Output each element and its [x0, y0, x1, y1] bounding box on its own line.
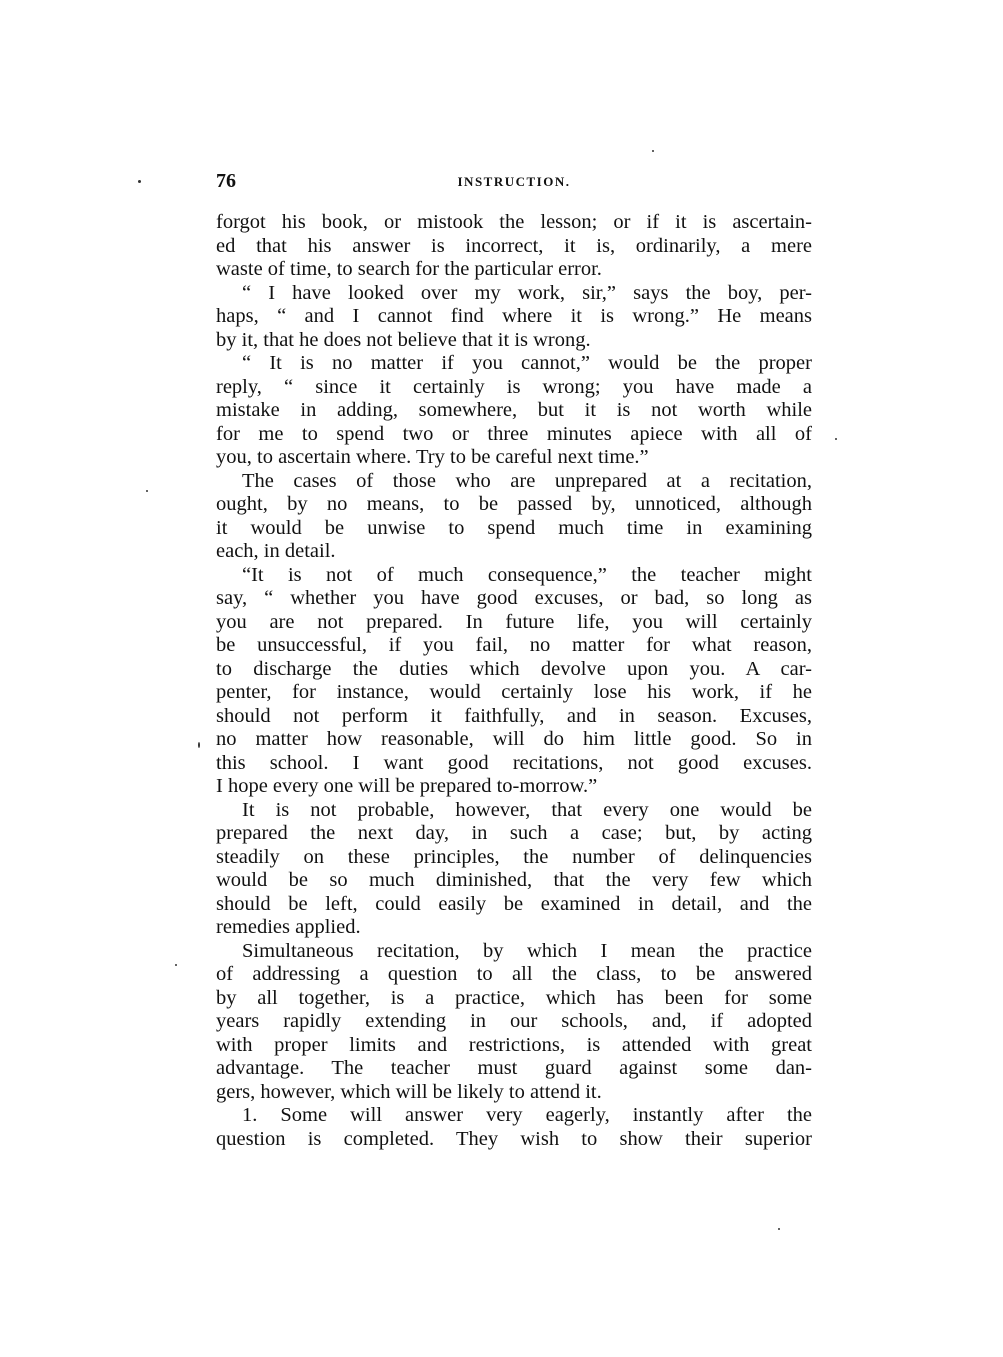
text-line: it would be unwise to spend much time in examining [216, 516, 812, 539]
text-line: for me to spend two or three minutes apiece with all of [216, 422, 812, 445]
text-line: ed that his answer is incorrect, it is, ordinarily, a mere [216, 234, 812, 257]
text-line: “ I have looked over my work, sir,” says the boy, per- [242, 281, 812, 304]
text-line: this school. I want good recitations, not good excuses. [216, 751, 812, 774]
scan-speck [175, 964, 177, 966]
text-line: prepared the next day, in such a case; but, by acting [216, 822, 812, 844]
text-line: I hope every one will be prepared to-morrow.” [216, 775, 598, 797]
text-line: would be so much diminished, that the very few which [216, 869, 812, 891]
scan-speck [835, 438, 837, 440]
scan-speck [198, 742, 200, 748]
running-head: INSTRUCTION. [457, 174, 571, 189]
scan-speck [778, 1228, 780, 1230]
text-line: by all together, is a practice, which has been for some [216, 986, 812, 1009]
text-line: be unsuccessful, if you fail, no matter for what reason, [216, 634, 812, 656]
text-line: should be left, could easily be examined in detail, and the [216, 892, 812, 915]
page-number: 76 [216, 170, 236, 192]
text-line: no matter how reasonable, will do him little good. So in [216, 728, 812, 750]
text-line: you are not prepared. In future life, you will certainly [216, 610, 812, 633]
text-line: “ It is no matter if you cannot,” would be the proper [242, 352, 812, 374]
text-line: by it, that he does not believe that it is wrong. [216, 328, 591, 351]
text-line: you, to ascertain where. Try to be careful next time.” [216, 446, 649, 468]
text-line: remedies applied. [216, 916, 361, 938]
text-line: “It is not of much consequence,” the teacher might [242, 563, 812, 586]
body-text [216, 211, 812, 1151]
scan-speck [138, 180, 141, 183]
text-line: It is not probable, however, that every one would be [242, 798, 812, 821]
text-line: Simultaneous recitation, by which I mean the practice [242, 939, 812, 962]
text-line: penter, for instance, would certainly lose his work, if he [216, 681, 812, 703]
text-line: of addressing a question to all the class, to be answered [216, 963, 812, 985]
text-line: to discharge the duties which devolve upon you. A car- [216, 657, 812, 680]
text-line: The cases of those who are unprepared at a recitation, [242, 469, 812, 492]
text-line: ought, by no means, to be passed by, unnoticed, although [216, 493, 812, 515]
text-line: with proper limits and restrictions, is attended with great [216, 1033, 812, 1056]
text-line: should not perform it faithfully, and in season. Excuses, [216, 704, 812, 727]
text-line: each, in detail. [216, 540, 336, 562]
scan-speck [652, 150, 654, 152]
text-line: question is completed. They wish to show their superior [216, 1127, 812, 1150]
page-header [216, 170, 812, 200]
text-line: advantage. The teacher must guard against some dan- [216, 1057, 812, 1079]
text-line: haps, “ and I cannot find where it is wrong.” He means [216, 305, 812, 327]
text-line: 1. Some will answer very eagerly, instantly after the [242, 1104, 812, 1126]
text-line: steadily on these principles, the number of delinquencies [216, 845, 812, 868]
text-line: gers, however, which will be likely to attend it. [216, 1080, 602, 1103]
text-line: waste of time, to search for the particular error. [216, 258, 602, 280]
text-line: mistake in adding, somewhere, but it is not worth while [216, 399, 812, 421]
text-line: reply, “ since it certainly is wrong; you have made a [216, 375, 812, 398]
text-line: say, “ whether you have good excuses, or bad, so long as [216, 587, 812, 609]
text-line: years rapidly extending in our schools, and, if adopted [216, 1010, 812, 1032]
scan-speck [146, 490, 148, 492]
text-line: forgot his book, or mistook the lesson; or if it is ascertain- [216, 211, 812, 233]
